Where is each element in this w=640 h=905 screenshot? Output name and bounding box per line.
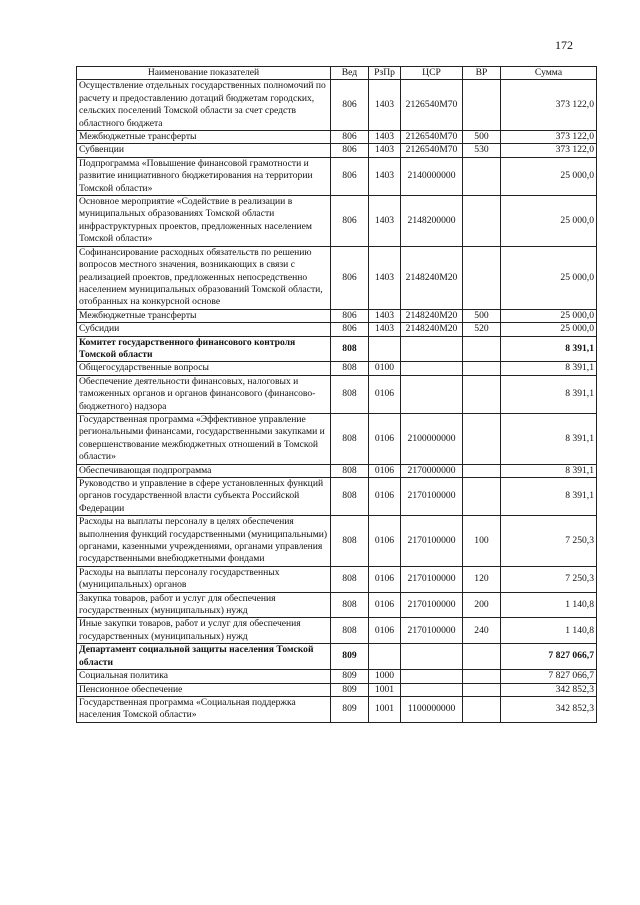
table-row xyxy=(77,323,597,336)
cell-rzpr: 0106 xyxy=(369,516,401,567)
budget-table xyxy=(76,66,597,723)
cell-vr: 100 xyxy=(463,516,501,567)
table-row xyxy=(77,478,597,516)
table-row xyxy=(77,683,597,696)
cell-sum: 373 122,0 xyxy=(501,80,597,131)
cell-ved: 808 xyxy=(331,516,369,567)
cell-name: Государственная программа «Эффективное управление региональными финансами, государственными закупками и совершенствование межбюджетных отношений в Томской области» xyxy=(77,413,331,464)
cell-sum: 25 000,0 xyxy=(501,309,597,322)
table-row xyxy=(77,336,597,362)
cell-rzpr: 0106 xyxy=(369,375,401,413)
cell-ved: 806 xyxy=(331,144,369,157)
table-row xyxy=(77,80,597,131)
cell-csr xyxy=(401,362,463,375)
cell-sum: 1 140,8 xyxy=(501,592,597,618)
cell-ved: 806 xyxy=(331,80,369,131)
cell-vr xyxy=(463,644,501,670)
cell-csr: 2170100000 xyxy=(401,516,463,567)
cell-sum: 373 122,0 xyxy=(501,144,597,157)
table-row xyxy=(77,592,597,618)
cell-rzpr: 1403 xyxy=(369,144,401,157)
cell-vr xyxy=(463,696,501,722)
cell-csr xyxy=(401,670,463,683)
cell-csr xyxy=(401,644,463,670)
cell-rzpr xyxy=(369,644,401,670)
cell-rzpr: 0106 xyxy=(369,478,401,516)
cell-rzpr: 1403 xyxy=(369,246,401,309)
cell-vr xyxy=(463,157,501,195)
cell-ved: 808 xyxy=(331,592,369,618)
cell-sum: 373 122,0 xyxy=(501,131,597,144)
table-row xyxy=(77,131,597,144)
cell-ved: 808 xyxy=(331,362,369,375)
cell-csr: 2170100000 xyxy=(401,566,463,592)
cell-ved: 808 xyxy=(331,375,369,413)
cell-name: Комитет государственного финансового контроля Томской области xyxy=(77,336,331,362)
cell-vr xyxy=(463,196,501,247)
cell-ved: 806 xyxy=(331,131,369,144)
cell-rzpr: 1000 xyxy=(369,670,401,683)
cell-ved: 806 xyxy=(331,246,369,309)
cell-rzpr: 0106 xyxy=(369,592,401,618)
cell-name: Межбюджетные трансферты xyxy=(77,131,331,144)
cell-sum: 25 000,0 xyxy=(501,246,597,309)
cell-sum: 1 140,8 xyxy=(501,618,597,644)
cell-ved: 808 xyxy=(331,464,369,477)
cell-csr: 2170000000 xyxy=(401,464,463,477)
cell-vr xyxy=(463,375,501,413)
cell-ved: 808 xyxy=(331,478,369,516)
cell-ved: 806 xyxy=(331,323,369,336)
cell-vr: 520 xyxy=(463,323,501,336)
cell-ved: 809 xyxy=(331,644,369,670)
table-row xyxy=(77,196,597,247)
cell-sum: 342 852,3 xyxy=(501,696,597,722)
cell-sum: 25 000,0 xyxy=(501,157,597,195)
cell-csr: 2148200000 xyxy=(401,196,463,247)
table-row xyxy=(77,516,597,567)
cell-ved: 806 xyxy=(331,196,369,247)
cell-sum: 8 391,1 xyxy=(501,478,597,516)
cell-name: Закупка товаров, работ и услуг для обеспечения государственных (муниципальных) нужд xyxy=(77,592,331,618)
cell-csr: 2148240М20 xyxy=(401,323,463,336)
cell-vr: 500 xyxy=(463,131,501,144)
cell-ved: 808 xyxy=(331,618,369,644)
cell-sum: 8 391,1 xyxy=(501,362,597,375)
cell-name: Расходы на выплаты персоналу государственных (муниципальных) органов xyxy=(77,566,331,592)
cell-rzpr: 1403 xyxy=(369,309,401,322)
cell-name: Осуществление отдельных государственных полномочий по расчету и предоставлению дотаций бюджетам городских, сельских поселений Томской области за счет средств областного бюджета xyxy=(77,80,331,131)
table-row xyxy=(77,157,597,195)
table-row xyxy=(77,362,597,375)
cell-csr: 2170100000 xyxy=(401,592,463,618)
table-row xyxy=(77,375,597,413)
page-number: 172 xyxy=(555,38,573,52)
cell-name: Субвенции xyxy=(77,144,331,157)
cell-name: Межбюджетные трансферты xyxy=(77,309,331,322)
cell-csr xyxy=(401,683,463,696)
cell-csr: 2140000000 xyxy=(401,157,463,195)
cell-ved: 809 xyxy=(331,670,369,683)
cell-sum: 25 000,0 xyxy=(501,196,597,247)
cell-sum: 25 000,0 xyxy=(501,323,597,336)
column-header-sum: Сумма xyxy=(501,67,597,80)
cell-sum: 8 391,1 xyxy=(501,375,597,413)
table-row xyxy=(77,464,597,477)
table-row xyxy=(77,144,597,157)
cell-ved: 806 xyxy=(331,157,369,195)
cell-csr: 2170100000 xyxy=(401,478,463,516)
cell-sum: 8 391,1 xyxy=(501,413,597,464)
cell-vr: 120 xyxy=(463,566,501,592)
cell-csr: 1100000000 xyxy=(401,696,463,722)
table-row xyxy=(77,566,597,592)
cell-csr: 2126540М70 xyxy=(401,131,463,144)
cell-rzpr: 1403 xyxy=(369,80,401,131)
cell-ved: 808 xyxy=(331,336,369,362)
cell-name: Общегосударственные вопросы xyxy=(77,362,331,375)
cell-name: Социальная политика xyxy=(77,670,331,683)
table-row xyxy=(77,618,597,644)
cell-rzpr xyxy=(369,336,401,362)
column-header-csr: ЦСР xyxy=(401,67,463,80)
cell-rzpr: 0106 xyxy=(369,618,401,644)
cell-csr: 2126540М70 xyxy=(401,80,463,131)
cell-name: Основное мероприятие «Содействие в реализации в муниципальных образованиях Томской области инфраструктурных проектов, предложенных населением Томской области» xyxy=(77,196,331,247)
cell-rzpr: 1001 xyxy=(369,683,401,696)
cell-vr xyxy=(463,683,501,696)
cell-ved: 809 xyxy=(331,683,369,696)
table-row xyxy=(77,413,597,464)
cell-vr xyxy=(463,413,501,464)
cell-rzpr: 1403 xyxy=(369,131,401,144)
cell-name: Обеспечение деятельности финансовых, налоговых и таможенных органов и органов финансового (финансово-бюджетного) надзора xyxy=(77,375,331,413)
column-header-rzpr: РзПр xyxy=(369,67,401,80)
cell-ved: 808 xyxy=(331,413,369,464)
cell-name: Субсидии xyxy=(77,323,331,336)
cell-ved: 809 xyxy=(331,696,369,722)
table-row xyxy=(77,696,597,722)
cell-rzpr: 1403 xyxy=(369,196,401,247)
cell-csr: 2126540М70 xyxy=(401,144,463,157)
cell-sum: 8 391,1 xyxy=(501,336,597,362)
cell-vr xyxy=(463,670,501,683)
cell-ved: 808 xyxy=(331,566,369,592)
cell-vr xyxy=(463,246,501,309)
table-row xyxy=(77,246,597,309)
cell-name: Руководство и управление в сфере установленных функций органов государственной власти субъекта Российской Федерации xyxy=(77,478,331,516)
cell-sum: 7 827 066,7 xyxy=(501,670,597,683)
cell-name: Софинансирование расходных обязательств по решению вопросов местного значения, возникающих в связи с реализацией проектов, предложенных непосредственно населением муниципальных образований Томской области, отобранных на конкурсной основе xyxy=(77,246,331,309)
cell-sum: 8 391,1 xyxy=(501,464,597,477)
cell-name: Государственная программа «Социальная поддержка населения Томской области» xyxy=(77,696,331,722)
cell-vr: 200 xyxy=(463,592,501,618)
cell-rzpr: 0106 xyxy=(369,566,401,592)
cell-name: Департамент социальной защиты населения Томской области xyxy=(77,644,331,670)
cell-name: Иные закупки товаров, работ и услуг для обеспечения государственных (муниципальных) нужд xyxy=(77,618,331,644)
cell-vr: 500 xyxy=(463,309,501,322)
cell-csr xyxy=(401,375,463,413)
cell-rzpr: 1403 xyxy=(369,157,401,195)
cell-vr xyxy=(463,478,501,516)
cell-vr: 240 xyxy=(463,618,501,644)
cell-rzpr: 1001 xyxy=(369,696,401,722)
cell-csr: 2148240М20 xyxy=(401,246,463,309)
cell-name: Обеспечивающая подпрограмма xyxy=(77,464,331,477)
table-row xyxy=(77,309,597,322)
column-header-name: Наименование показателей xyxy=(77,67,331,80)
cell-csr: 2100000000 xyxy=(401,413,463,464)
cell-sum: 7 250,3 xyxy=(501,566,597,592)
column-header-vr: ВР xyxy=(463,67,501,80)
cell-sum: 342 852,3 xyxy=(501,683,597,696)
cell-sum: 7 250,3 xyxy=(501,516,597,567)
cell-sum: 7 827 066,7 xyxy=(501,644,597,670)
cell-vr xyxy=(463,80,501,131)
cell-vr xyxy=(463,362,501,375)
table-header-row xyxy=(77,67,597,80)
cell-rzpr: 0106 xyxy=(369,464,401,477)
cell-ved: 806 xyxy=(331,309,369,322)
table-row xyxy=(77,644,597,670)
cell-name: Подпрограмма «Повышение финансовой грамотности и развитие инициативного бюджетирования на территории Томской области» xyxy=(77,157,331,195)
cell-vr xyxy=(463,464,501,477)
cell-csr xyxy=(401,336,463,362)
cell-name: Пенсионное обеспечение xyxy=(77,683,331,696)
cell-csr: 2170100000 xyxy=(401,618,463,644)
column-header-ved: Вед xyxy=(331,67,369,80)
cell-vr xyxy=(463,336,501,362)
cell-vr: 530 xyxy=(463,144,501,157)
table-row xyxy=(77,670,597,683)
cell-rzpr: 0106 xyxy=(369,413,401,464)
cell-name: Расходы на выплаты персоналу в целях обеспечения выполнения функций государственными (муниципальными) органами, казенными учреждениями, органами управления государственными внебюджетными фондами xyxy=(77,516,331,567)
cell-rzpr: 1403 xyxy=(369,323,401,336)
table-body xyxy=(77,80,597,722)
cell-rzpr: 0100 xyxy=(369,362,401,375)
cell-csr: 2148240М20 xyxy=(401,309,463,322)
